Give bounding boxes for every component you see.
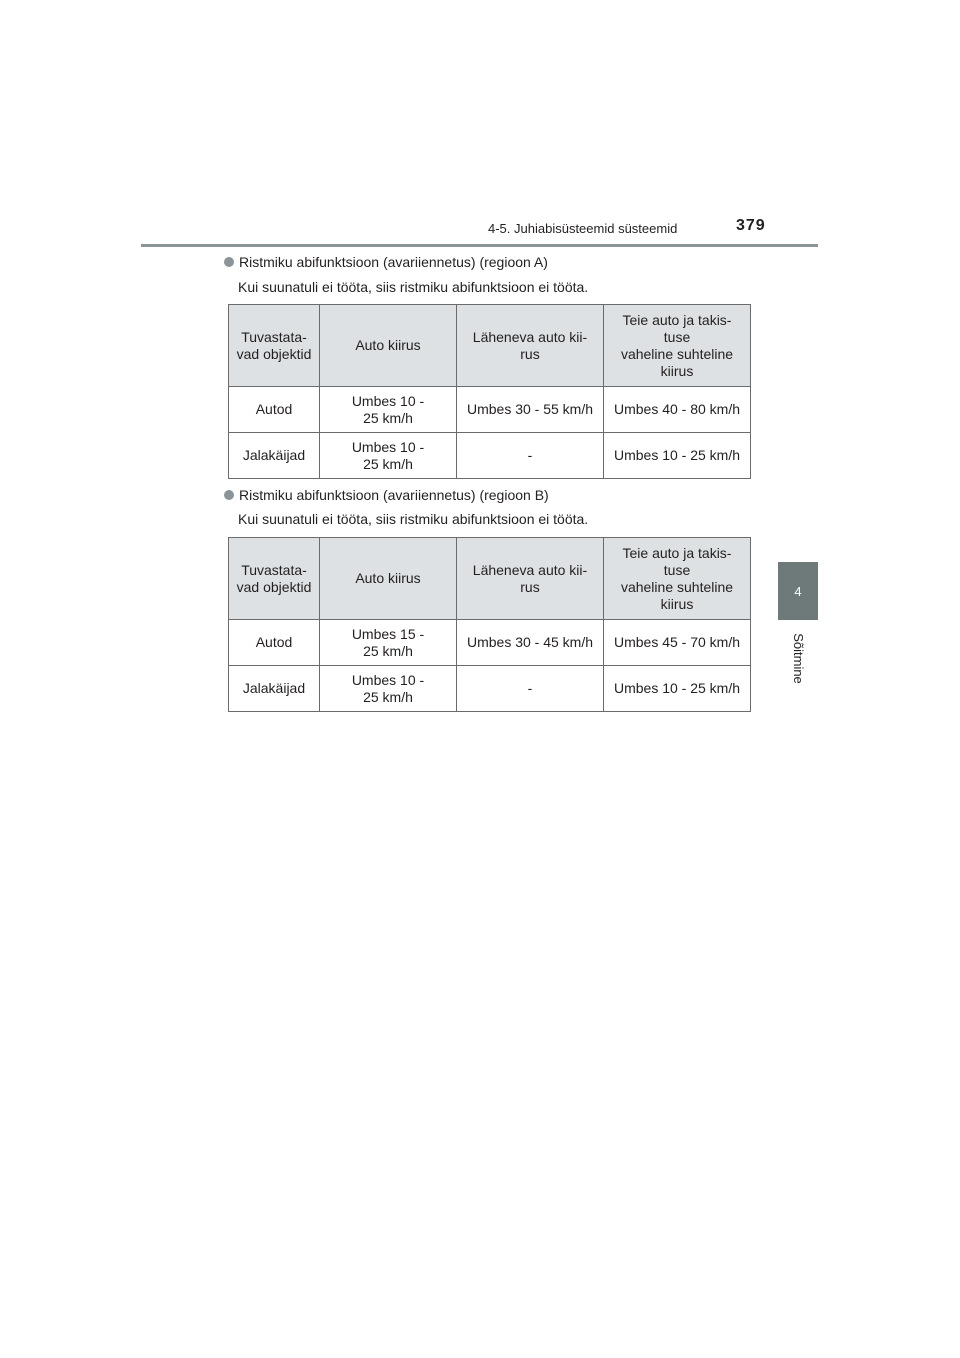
section-a-heading xyxy=(224,254,548,270)
table-cell: Umbes 40 - 80 km/h xyxy=(604,387,751,433)
chapter-label xyxy=(778,628,818,688)
table-cell: Autod xyxy=(229,387,320,433)
table-cell: Umbes 10 - 25 km/h xyxy=(320,666,457,712)
section-b-bullet-text: Ristmiku abifunktsioon (avariiennetus) (regioon B) xyxy=(239,487,549,503)
table-cell: Umbes 15 - 25 km/h xyxy=(320,620,457,666)
col-header-relative-speed: Teie auto ja takis- tuse vaheline suhteline kiirus xyxy=(604,538,751,620)
table-cell: Umbes 10 - 25 km/h xyxy=(320,433,457,479)
col-header-oncoming-speed: Läheneva auto kii- rus xyxy=(457,538,604,620)
section-a-bullet-text: Ristmiku abifunktsioon (avariiennetus) (regioon A) xyxy=(239,254,548,270)
section-b-heading xyxy=(224,487,549,503)
table-cell: Jalakäijad xyxy=(229,666,320,712)
col-header-objects: Tuvastata- vad objektid xyxy=(229,305,320,387)
table-cell: Umbes 10 - 25 km/h xyxy=(320,387,457,433)
table-cell: - xyxy=(457,666,604,712)
col-header-objects: Tuvastata- vad objektid xyxy=(229,538,320,620)
page-number: 379 xyxy=(736,217,766,234)
section-b-note: Kui suunatuli ei tööta, siis ristmiku abifunktsioon ei tööta. xyxy=(238,511,589,527)
table-row xyxy=(229,433,751,479)
col-header-vehicle-speed: Auto kiirus xyxy=(320,538,457,620)
chapter-title: Sõitmine xyxy=(790,632,806,684)
table-row xyxy=(229,666,751,712)
col-header-vehicle-speed: Auto kiirus xyxy=(320,305,457,387)
table-cell: Umbes 30 - 55 km/h xyxy=(457,387,604,433)
region-b-table xyxy=(228,537,751,712)
table-cell: Umbes 45 - 70 km/h xyxy=(604,620,751,666)
col-header-oncoming-speed: Läheneva auto kii- rus xyxy=(457,305,604,387)
header-divider xyxy=(141,244,818,247)
table-cell: Jalakäijad xyxy=(229,433,320,479)
table-cell: Autod xyxy=(229,620,320,666)
table-cell: Umbes 10 - 25 km/h xyxy=(604,433,751,479)
table-cell: Umbes 10 - 25 km/h xyxy=(604,666,751,712)
chapter-tab xyxy=(778,562,818,620)
table-header-row xyxy=(229,305,751,387)
region-a-table xyxy=(228,304,751,479)
table-cell: Umbes 30 - 45 km/h xyxy=(457,620,604,666)
table-cell: - xyxy=(457,433,604,479)
chapter-number: 4 xyxy=(794,583,802,599)
bullet-icon xyxy=(224,257,234,267)
bullet-icon xyxy=(224,490,234,500)
section-a-note: Kui suunatuli ei tööta, siis ristmiku abifunktsioon ei tööta. xyxy=(238,279,589,295)
table-row xyxy=(229,387,751,433)
table-row xyxy=(229,620,751,666)
table-header-row xyxy=(229,538,751,620)
header-section-title: 4-5. Juhiabisüsteemid süsteemid xyxy=(488,221,678,236)
col-header-relative-speed: Teie auto ja takis- tuse vaheline suhteline kiirus xyxy=(604,305,751,387)
